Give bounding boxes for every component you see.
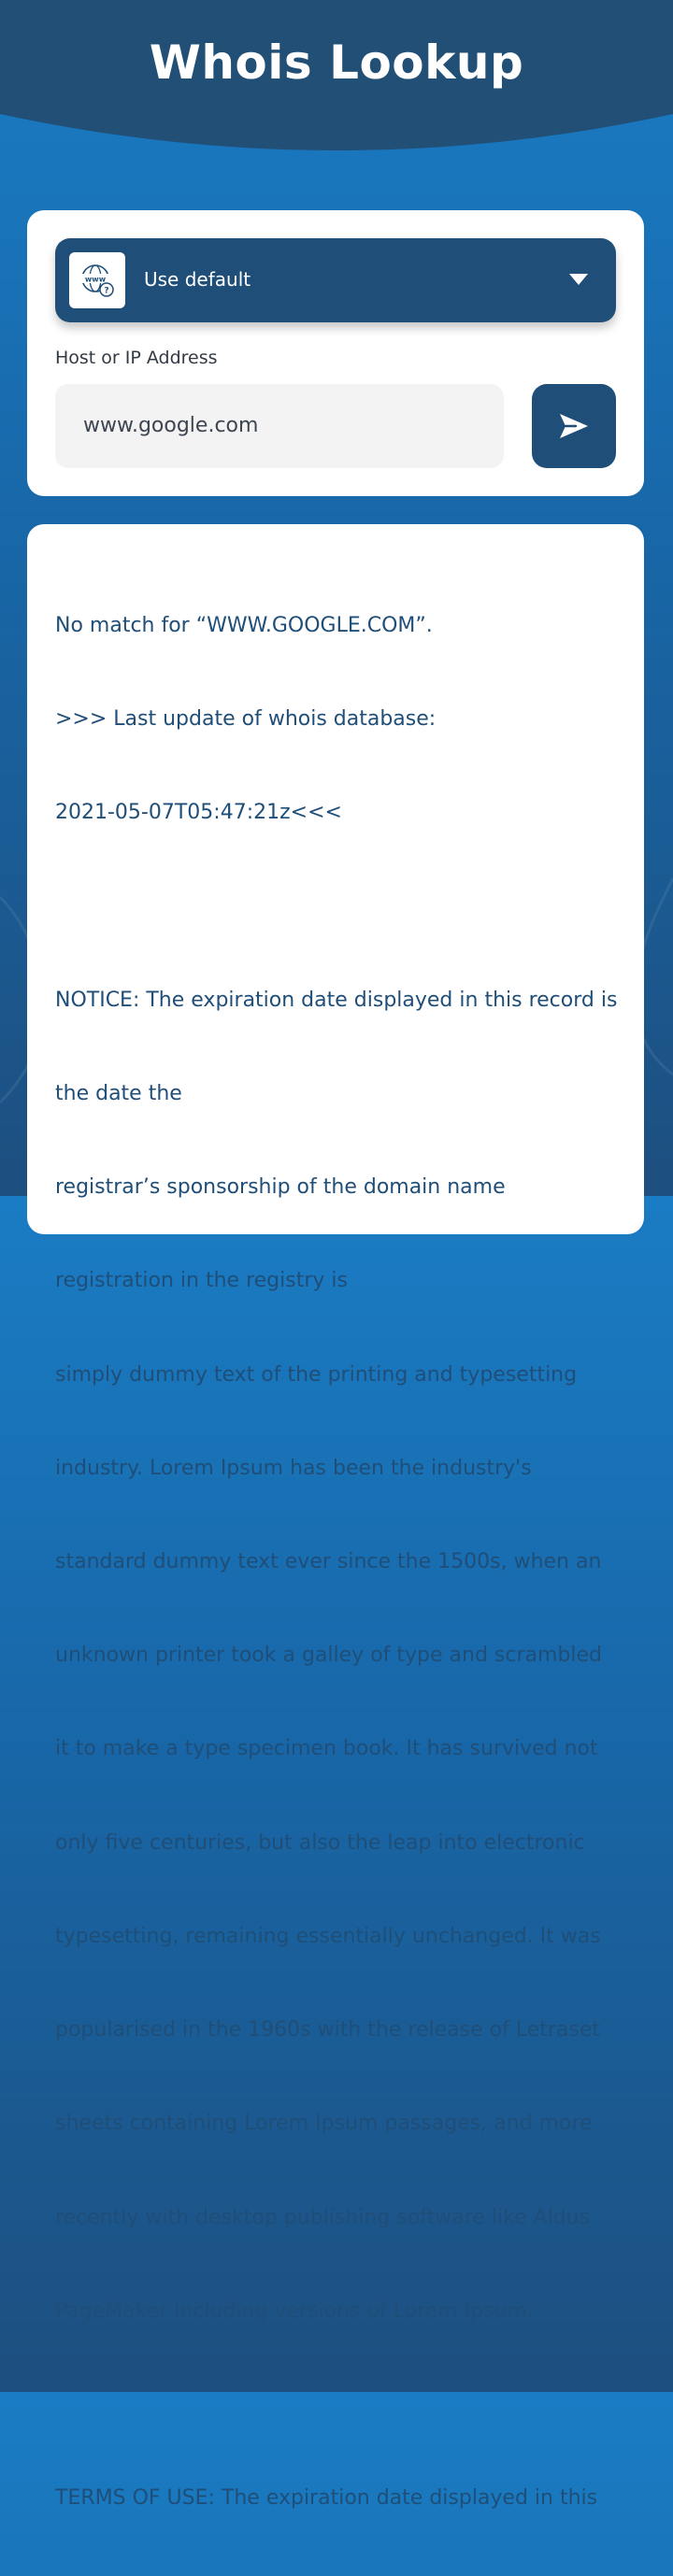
result-line: typesetting, remaining essentially unchanged. It was <box>55 1924 601 1948</box>
www-globe-icon <box>69 252 125 308</box>
result-line: the date the <box>55 1081 182 1105</box>
result-line: >>> Last update of whois database: <box>55 707 437 732</box>
result-line: popularised in the 1960s with the release of Letraset <box>55 2018 600 2042</box>
result-line: PageMaker including versions of Lorem Ipsum. <box>55 2298 534 2323</box>
result-line: standard dummy text ever since the 1500s, when an <box>55 1549 602 1573</box>
lookup-form-card <box>27 210 644 496</box>
host-input[interactable]: www.google.com <box>55 384 504 468</box>
dropdown-selected-label: Use default <box>144 268 251 291</box>
result-line: registrar’s sponsorship of the domain name <box>55 1175 506 1200</box>
result-line: 2021-05-07T05:47:21z<<< <box>55 801 342 825</box>
result-line <box>55 2389 625 2420</box>
result-line: simply dummy text of the printing and typesetting <box>55 1362 578 1387</box>
result-line <box>55 890 625 921</box>
chevron-down-icon <box>569 274 588 285</box>
result-line: NOTICE: The expiration date displayed in this record is <box>55 988 618 1012</box>
result-line: No match for “WWW.GOOGLE.COM”. <box>55 613 433 637</box>
svg-text:?: ? <box>104 286 109 296</box>
send-button[interactable] <box>532 384 616 468</box>
result-line: it to make a type specimen book. It has survived not <box>55 1737 598 1761</box>
result-line: recently with desktop publishing software like Aldus <box>55 2205 591 2229</box>
result-line: industry. Lorem Ipsum has been the industry's <box>55 1456 532 1480</box>
result-line: sheets containing Lorem Ipsum passages, and more <box>55 2112 593 2136</box>
host-field-label: Host or IP Address <box>55 348 218 368</box>
page-title: Whois Lookup <box>149 36 524 90</box>
svg-text:www: www <box>84 275 107 284</box>
app-header <box>0 0 673 159</box>
whois-result-card <box>27 524 644 2511</box>
result-line: registration in the registry is <box>55 1269 348 1293</box>
result-line: only five centuries, but also the leap into electronic <box>55 1830 585 1855</box>
send-icon <box>559 413 589 439</box>
whois-result-text <box>55 548 625 2576</box>
result-line: unknown printer took a galley of type and scrambled <box>55 1644 603 1668</box>
result-line: TERMS OF USE: The expiration date displayed in this <box>55 2486 598 2511</box>
whois-server-dropdown[interactable] <box>55 238 616 322</box>
